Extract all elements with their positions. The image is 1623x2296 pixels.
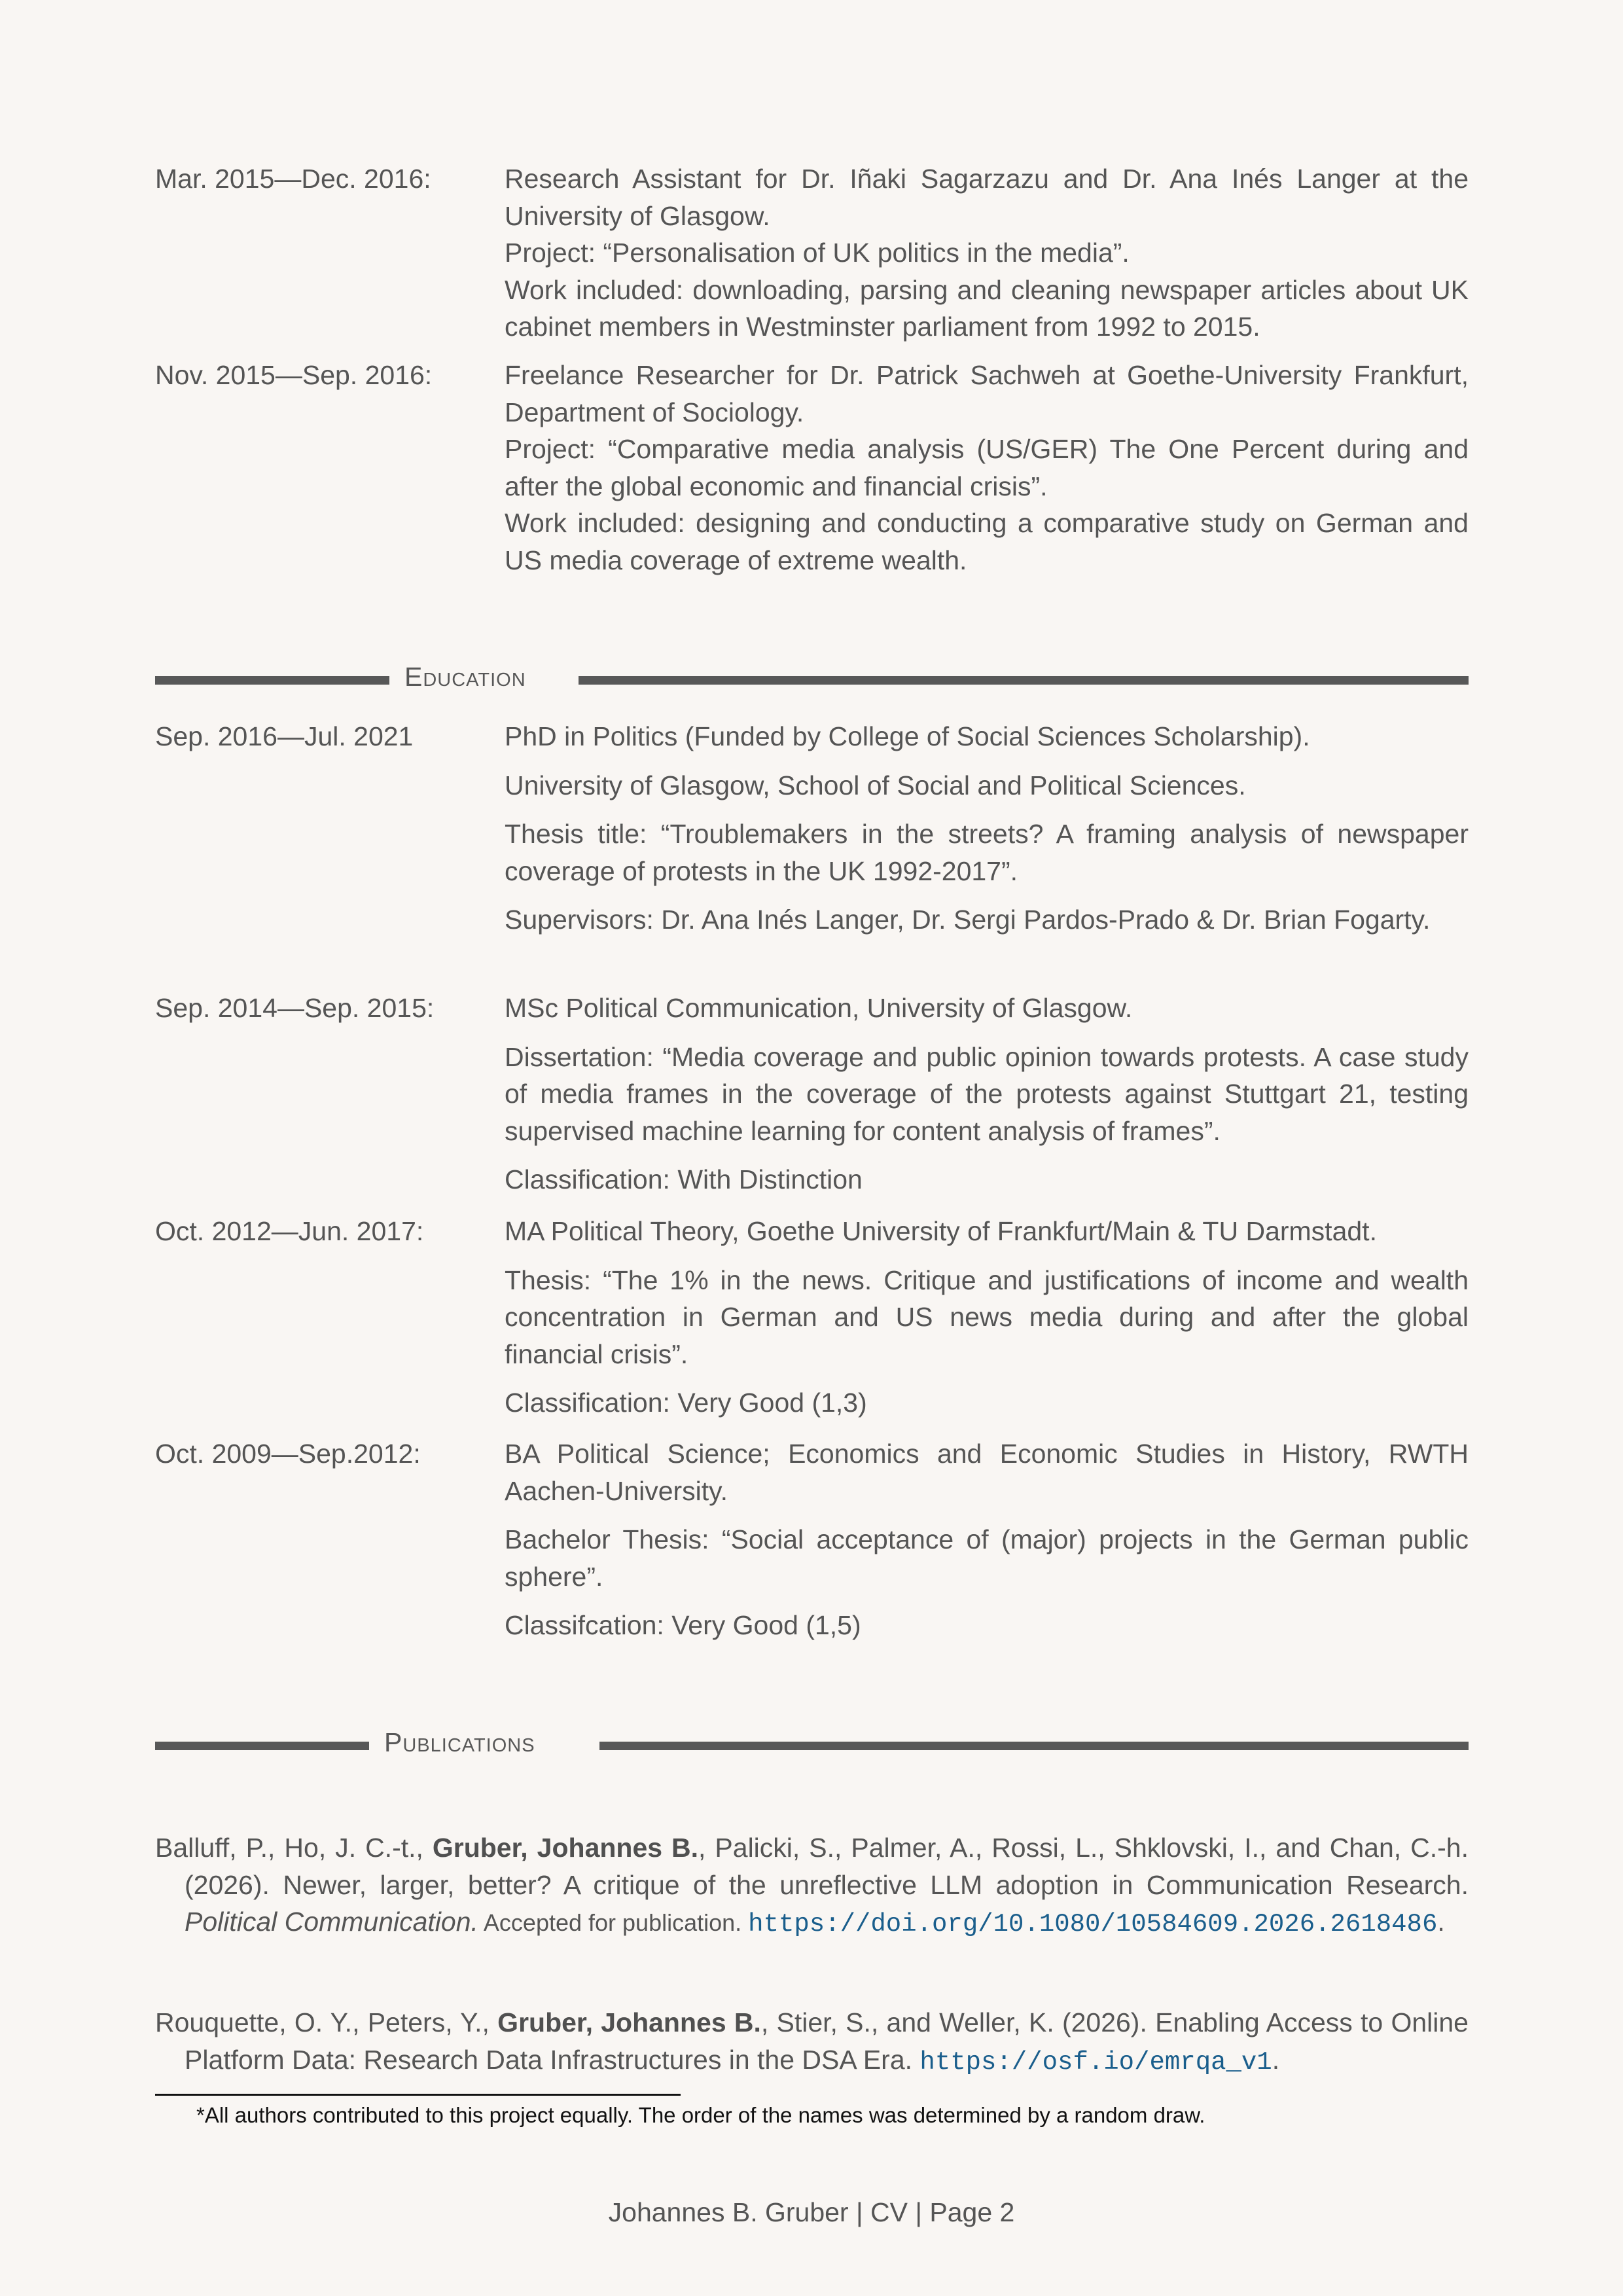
section-heading-publications [155, 1724, 1469, 1763]
entry-body [505, 1213, 1469, 1422]
entry-paragraph: Classifcation: Very Good (1,5) [505, 1610, 861, 1640]
entry-date: Oct. 2012—Jun. 2017: [155, 1216, 424, 1246]
entry-line: Project: “Personalisation of UK politics in the media”. [505, 238, 1130, 268]
pub-osf-link[interactable]: https://osf.io/emrqa_v1 [919, 2047, 1272, 2077]
entry-line: Work included: downloading, parsing and cleaning newspaper articles about UK cabinet members in Westminster parliament from 1992 to 2015. [505, 274, 1469, 342]
pub-trail: . [1437, 1907, 1445, 1937]
section-rule-left [155, 676, 389, 685]
section-rule-right [579, 676, 1469, 685]
entry-date: Oct. 2009—Sep.2012: [155, 1439, 421, 1469]
entry-paragraph: BA Political Science; Economics and Economic Studies in History, RWTH Aachen-University. [505, 1439, 1469, 1506]
page-footer: Johannes B. Gruber | CV | Page 2 [608, 2197, 1015, 2227]
entry-body [505, 1435, 1469, 1644]
entry-paragraph: Dissertation: “Media coverage and public opinion towards protests. A case study of media frames in the coverage of the protests against Stuttgart 21, testing supervised machine learning for content analysis of frames”. [505, 1041, 1469, 1146]
entry-line: Work included: designing and conducting a comparative study on German and US media coverage of extreme wealth. [505, 508, 1469, 575]
entry-paragraph: Supervisors: Dr. Ana Inés Langer, Dr. Sergi Pardos-Prado & Dr. Brian Fogarty. [505, 905, 1431, 935]
pub-self-author: Gruber, Johannes B. [432, 1833, 699, 1863]
pub-doi-link[interactable]: https://doi.org/10.1080/10584609.2026.2618486 [748, 1910, 1438, 1939]
entry-body [505, 990, 1469, 1198]
entry-body [505, 160, 1469, 346]
pub-details: , Stier, S., and Weller, K. (2026). Enabling Access to Online Platform Data: Research Data Infrastructures in the DSA Era. [185, 2007, 1469, 2075]
section-rule-left [155, 1742, 369, 1750]
pub-trail: . [1272, 2044, 1280, 2075]
publication-item [155, 1829, 1469, 1943]
footnote: *All authors contributed to this project equally. The order of the names was determined by a random draw. [196, 2103, 1205, 2127]
entry-date: Sep. 2014—Sep. 2015: [155, 993, 435, 1023]
entry-paragraph: PhD in Politics (Funded by College of Social Sciences Scholarship). [505, 721, 1310, 751]
pub-note: Accepted for publication. [478, 1909, 749, 1936]
pub-details: , Palicki, S., Palmer, A., Rossi, L., Shklovski, I., and Chan, C.-h. (2026). Newer, larger, better? A critique of the unreflective LLM adoption in Communication Research. [185, 1833, 1469, 1900]
entry-paragraph: Classification: Very Good (1,3) [505, 1388, 867, 1418]
entry-date: Mar. 2015—Dec. 2016: [155, 164, 431, 194]
section-rule-right [599, 1742, 1469, 1750]
entry-paragraph: MA Political Theory, Goethe University of Frankfurt/Main & TU Darmstadt. [505, 1216, 1377, 1246]
entry-paragraph: Thesis: “The 1% in the news. Critique and justifications of income and wealth concentration in German and US news media during and after the global financial crisis”. [505, 1265, 1469, 1369]
entry-line: Project: “Comparative media analysis (US/GER) The One Percent during and after the global economic and financial crisis”. [505, 434, 1469, 501]
entry-date: Nov. 2015—Sep. 2016: [155, 360, 433, 390]
footnote-rule [155, 2094, 681, 2096]
entry-body [505, 357, 1469, 579]
entry-paragraph: Bachelor Thesis: “Social acceptance of (major) projects in the German public sphere”. [505, 1524, 1469, 1592]
entry-paragraph: Thesis title: “Troublemakers in the streets? A framing analysis of newspaper coverage of protests in the UK 1992-2017”. [505, 819, 1469, 886]
section-title: Education [404, 662, 526, 692]
publication-item [155, 2004, 1469, 2081]
pub-venue: Political Communication. [185, 1907, 478, 1937]
section-heading-education [155, 658, 1469, 698]
entry-date: Sep. 2016—Jul. 2021 [155, 721, 414, 751]
pub-authors: Balluff, P., Ho, J. C.-t., [155, 1833, 433, 1863]
pub-self-author: Gruber, Johannes B. [497, 2007, 761, 2037]
entry-paragraph: MSc Political Communication, University of Glasgow. [505, 993, 1133, 1023]
pub-authors: Rouquette, O. Y., Peters, Y., [155, 2007, 498, 2037]
entry-line: Research Assistant for Dr. Iñaki Sagarzazu and Dr. Ana Inés Langer at the University of Glasgow. [505, 164, 1469, 231]
section-title: Publications [384, 1727, 535, 1757]
entry-line: Freelance Researcher for Dr. Patrick Sachweh at Goethe-University Frankfurt, Department of Sociology. [505, 360, 1469, 427]
entry-body [505, 718, 1469, 939]
entry-paragraph: Classification: With Distinction [505, 1164, 863, 1194]
entry-paragraph: University of Glasgow, School of Social and Political Sciences. [505, 770, 1246, 800]
